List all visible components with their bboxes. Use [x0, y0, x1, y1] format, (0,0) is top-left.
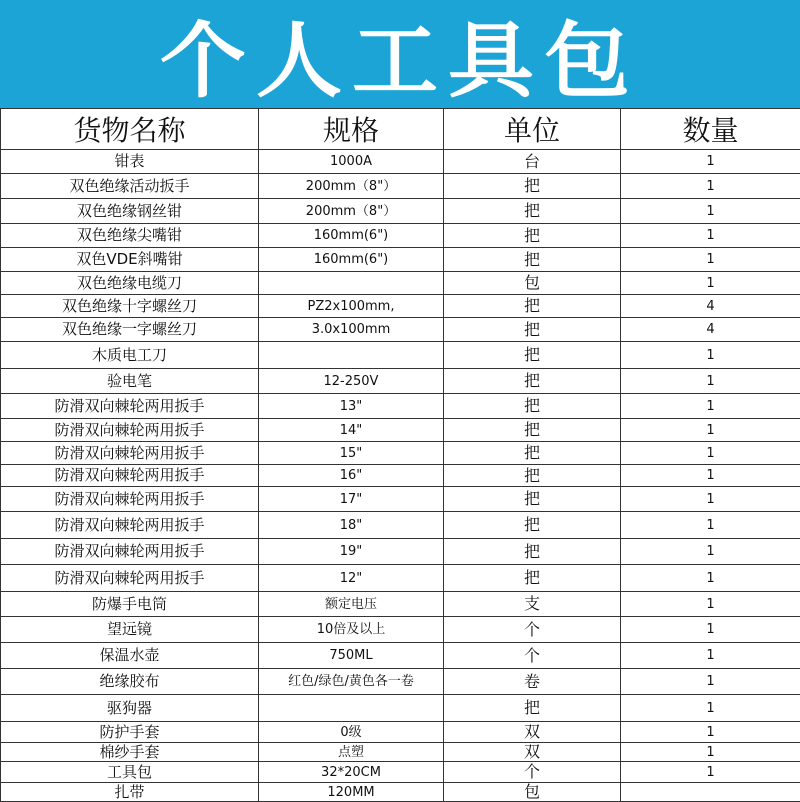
cell-item-name: 双色绝缘活动扳手 — [1, 174, 259, 199]
cell-spec: 19" — [259, 539, 444, 565]
table-row — [1, 150, 800, 174]
cell-unit: 把 — [444, 394, 621, 419]
table-body — [1, 150, 800, 802]
table-row — [1, 565, 800, 592]
cell-spec — [259, 272, 444, 295]
cell-unit: 把 — [444, 369, 621, 394]
cell-unit: 把 — [444, 295, 621, 318]
header-spec: 规格 — [259, 109, 444, 150]
cell-spec: 160mm(6") — [259, 224, 444, 248]
cell-item-name: 双色绝缘十字螺丝刀 — [1, 295, 259, 318]
cell-item-name: 防滑双向棘轮两用扳手 — [1, 512, 259, 539]
cell-quantity: 1 — [621, 394, 800, 419]
table-row — [1, 248, 800, 272]
cell-unit: 个 — [444, 617, 621, 643]
goods-table — [0, 108, 800, 802]
cell-unit: 把 — [444, 565, 621, 592]
cell-item-name: 保温水壶 — [1, 643, 259, 669]
cell-spec: 3.0x100mm — [259, 318, 444, 342]
cell-unit: 双 — [444, 743, 621, 762]
cell-unit: 把 — [444, 342, 621, 369]
cell-item-name: 防滑双向棘轮两用扳手 — [1, 539, 259, 565]
table-row — [1, 394, 800, 419]
cell-unit: 把 — [444, 419, 621, 442]
cell-spec: 额定电压 — [259, 592, 444, 617]
cell-unit: 把 — [444, 224, 621, 248]
cell-item-name: 驱狗器 — [1, 695, 259, 722]
cell-spec: 点塑 — [259, 743, 444, 762]
cell-unit: 把 — [444, 512, 621, 539]
cell-spec: 红色/绿色/黄色各一卷 — [259, 669, 444, 695]
table-row — [1, 783, 800, 802]
cell-spec: 32*20CM — [259, 762, 444, 783]
table-row — [1, 617, 800, 643]
cell-spec: 160mm(6") — [259, 248, 444, 272]
table-header-row — [1, 109, 800, 150]
cell-item-name: 绝缘胶布 — [1, 669, 259, 695]
cell-spec: 12" — [259, 565, 444, 592]
cell-unit: 包 — [444, 272, 621, 295]
cell-unit: 包 — [444, 783, 621, 802]
cell-quantity: 1 — [621, 512, 800, 539]
cell-spec — [259, 342, 444, 369]
table-row — [1, 669, 800, 695]
cell-spec: 200mm（8"） — [259, 174, 444, 199]
table-row — [1, 224, 800, 248]
cell-item-name: 防爆手电筒 — [1, 592, 259, 617]
cell-unit: 把 — [444, 174, 621, 199]
cell-spec: 17" — [259, 487, 444, 512]
cell-unit: 把 — [444, 442, 621, 465]
cell-item-name: 双色绝缘钢丝钳 — [1, 199, 259, 224]
table-row — [1, 465, 800, 487]
cell-quantity: 1 — [621, 342, 800, 369]
cell-quantity: 1 — [621, 419, 800, 442]
header-item-name: 货物名称 — [1, 109, 259, 150]
cell-item-name: 双色绝缘一字螺丝刀 — [1, 318, 259, 342]
cell-item-name: 双色绝缘尖嘴钳 — [1, 224, 259, 248]
table-row — [1, 199, 800, 224]
cell-item-name: 防滑双向棘轮两用扳手 — [1, 442, 259, 465]
cell-unit: 支 — [444, 592, 621, 617]
cell-item-name: 防滑双向棘轮两用扳手 — [1, 487, 259, 512]
title-banner — [0, 0, 800, 108]
cell-quantity: 4 — [621, 318, 800, 342]
cell-quantity: 1 — [621, 248, 800, 272]
cell-quantity: 1 — [621, 762, 800, 783]
cell-spec: 200mm（8"） — [259, 199, 444, 224]
cell-unit: 把 — [444, 248, 621, 272]
table-row — [1, 419, 800, 442]
cell-quantity: 1 — [621, 695, 800, 722]
cell-unit: 卷 — [444, 669, 621, 695]
cell-spec: 120MM — [259, 783, 444, 802]
table-row — [1, 442, 800, 465]
cell-unit: 把 — [444, 539, 621, 565]
cell-unit: 台 — [444, 150, 621, 174]
cell-quantity: 1 — [621, 565, 800, 592]
table-row — [1, 539, 800, 565]
cell-spec: 10倍及以上 — [259, 617, 444, 643]
cell-spec: 14" — [259, 419, 444, 442]
table-row — [1, 762, 800, 783]
cell-item-name: 防滑双向棘轮两用扳手 — [1, 465, 259, 487]
cell-quantity — [621, 783, 800, 802]
cell-quantity: 1 — [621, 743, 800, 762]
table-row — [1, 342, 800, 369]
cell-quantity: 4 — [621, 295, 800, 318]
header-unit: 单位 — [444, 109, 621, 150]
cell-spec: 13" — [259, 394, 444, 419]
cell-quantity: 1 — [621, 669, 800, 695]
cell-quantity: 1 — [621, 150, 800, 174]
table-row — [1, 369, 800, 394]
cell-spec: 0级 — [259, 722, 444, 743]
cell-unit: 个 — [444, 762, 621, 783]
cell-item-name: 验电笔 — [1, 369, 259, 394]
cell-item-name: 防滑双向棘轮两用扳手 — [1, 419, 259, 442]
cell-quantity: 1 — [621, 442, 800, 465]
cell-unit: 把 — [444, 199, 621, 224]
cell-item-name: 防滑双向棘轮两用扳手 — [1, 394, 259, 419]
cell-item-name: 钳表 — [1, 150, 259, 174]
cell-item-name: 望远镜 — [1, 617, 259, 643]
cell-spec: 15" — [259, 442, 444, 465]
table-row — [1, 512, 800, 539]
cell-spec — [259, 695, 444, 722]
table-row — [1, 272, 800, 295]
cell-item-name: 防滑双向棘轮两用扳手 — [1, 565, 259, 592]
cell-spec: 16" — [259, 465, 444, 487]
cell-quantity: 1 — [621, 224, 800, 248]
cell-quantity: 1 — [621, 199, 800, 224]
table-row — [1, 318, 800, 342]
cell-spec: PZ2x100mm, — [259, 295, 444, 318]
cell-item-name: 防护手套 — [1, 722, 259, 743]
cell-unit: 把 — [444, 695, 621, 722]
table-row — [1, 722, 800, 743]
cell-spec: 12-250V — [259, 369, 444, 394]
cell-quantity: 1 — [621, 272, 800, 295]
cell-spec: 18" — [259, 512, 444, 539]
table-row — [1, 643, 800, 669]
cell-unit: 把 — [444, 465, 621, 487]
page-title: 个人工具包 — [160, 0, 640, 113]
table-row — [1, 592, 800, 617]
header-quantity: 数量 — [621, 109, 800, 150]
cell-item-name: 木质电工刀 — [1, 342, 259, 369]
cell-quantity: 1 — [621, 592, 800, 617]
cell-quantity: 1 — [621, 369, 800, 394]
table-row — [1, 295, 800, 318]
cell-item-name: 双色VDE斜嘴钳 — [1, 248, 259, 272]
cell-unit: 个 — [444, 643, 621, 669]
cell-unit: 双 — [444, 722, 621, 743]
cell-spec: 750ML — [259, 643, 444, 669]
table-row — [1, 743, 800, 762]
cell-quantity: 1 — [621, 174, 800, 199]
table-row — [1, 695, 800, 722]
cell-quantity: 1 — [621, 465, 800, 487]
cell-unit: 把 — [444, 318, 621, 342]
cell-item-name: 扎带 — [1, 783, 259, 802]
cell-quantity: 1 — [621, 487, 800, 512]
cell-item-name: 双色绝缘电缆刀 — [1, 272, 259, 295]
cell-unit: 把 — [444, 487, 621, 512]
cell-quantity: 1 — [621, 617, 800, 643]
table-row — [1, 487, 800, 512]
cell-item-name: 棉纱手套 — [1, 743, 259, 762]
table-row — [1, 174, 800, 199]
cell-item-name: 工具包 — [1, 762, 259, 783]
cell-quantity: 1 — [621, 539, 800, 565]
cell-quantity: 1 — [621, 722, 800, 743]
cell-quantity: 1 — [621, 643, 800, 669]
cell-spec: 1000A — [259, 150, 444, 174]
